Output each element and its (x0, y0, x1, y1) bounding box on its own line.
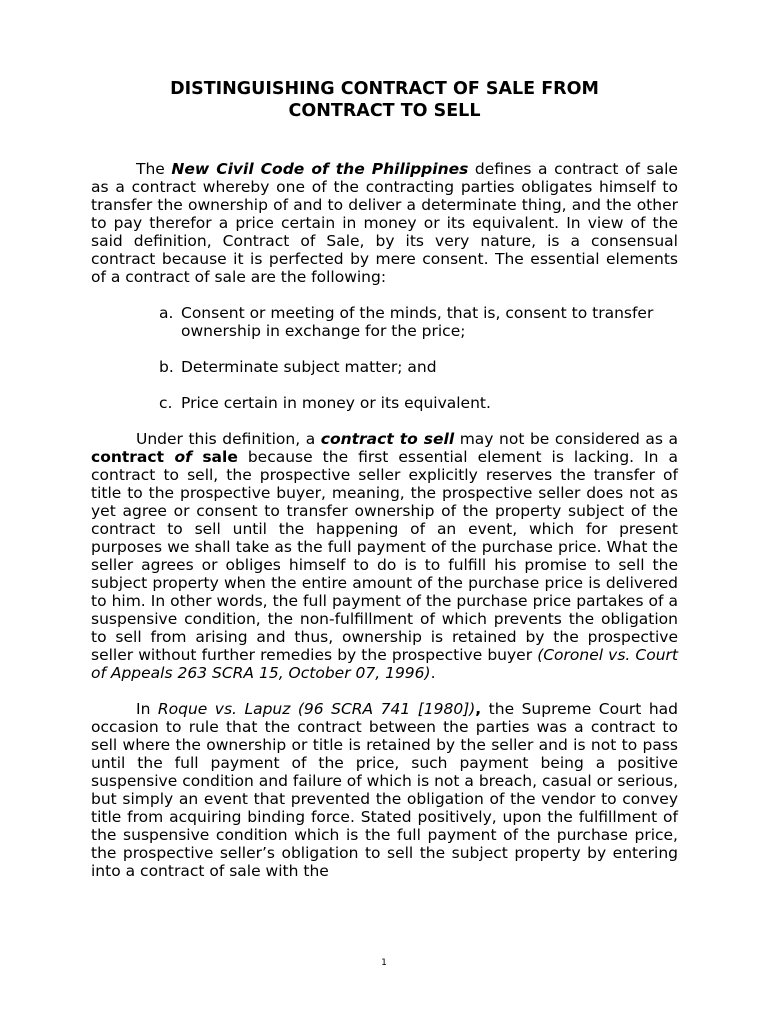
paragraph-roque-case (91, 700, 678, 880)
page-number: 1 (381, 958, 387, 968)
title-line-1: DISTINGUISHING CONTRACT OF SALE FROM (170, 79, 599, 99)
term-contract: contract (91, 448, 175, 466)
document-page (91, 78, 678, 898)
list-item-text: Consent or meeting of the minds, that is, consent to transfer ownership in exchange for the price; (181, 304, 654, 340)
p1-pre: The (136, 160, 172, 178)
paragraph-contract-to-sell (91, 430, 678, 682)
p2-end: . (430, 664, 436, 682)
document-title (91, 78, 678, 122)
list-item (91, 358, 678, 376)
list-marker: c. (159, 394, 173, 412)
list-item (91, 394, 678, 412)
contract-of-sale-term (91, 448, 238, 466)
list-item (91, 304, 678, 340)
term-of: of (174, 448, 192, 466)
list-marker: a. (159, 304, 174, 322)
contract-to-sell-term: contract to sell (320, 430, 455, 448)
civil-code-reference: New Civil Code of the Philippines (171, 160, 469, 178)
paragraph-definition (91, 160, 678, 286)
list-item-text: Determinate subject matter; and (181, 358, 437, 376)
p3-body: the Supreme Court had occasion to rule that the contract between the parties was a contract to sell where the ownership or title is retained by the seller and is not to pass until the full payment of the price, such payment being a positive suspensive condition and failure of which is not a breach, casual or serious, but simply an event that prevented the obligation of the vendor to convey title from acquiring binding force. Stated positively, upon the fulfillment of the suspensive condition which is the full payment of the purchase price, the prospective seller’s obligation to sell the subject property by entering into a contract of sale with the (91, 700, 678, 880)
list-item-text: Price certain in money or its equivalent. (181, 394, 491, 412)
p2-pre: Under this definition, a (136, 430, 321, 448)
citation-comma: , (475, 700, 482, 718)
title-line-2: CONTRACT TO SELL (288, 101, 481, 121)
p1-body: defines a contract of sale as a contract whereby one of the contracting parties obligates himself to transfer the ownership of and to deliver a determinate thing, and the other to pay therefor a price certain in money or its equivalent. In view of the said definition, Contract of Sale, by its very nature, is a consensual contract because it is perfected by mere consent. The essential elements of a contract of sale are the following: (91, 160, 678, 286)
term-sale: sale (191, 448, 238, 466)
p2-body: because the first essential element is lacking. In a contract to sell, the prospective seller explicitly reserves the transfer of title to the prospective buyer, meaning, the prospective seller does not as yet agree or consent to transfer ownership of the property subject of the contract to sell until the happening of an event, which for present purposes we shall take as the full payment of the purchase price. What the seller agrees or obliges himself to do is to fulfill his promise to sell the subject property when the entire amount of the purchase price is delivered to him. In other words, the full payment of the purchase price partakes of a suspensive condition, the non-fulfillment of which prevents the obligation to sell from arising and thus, ownership is retained by the prospective seller without further remedies by the prospective buyer (91, 448, 678, 664)
coronel-citation: (Coronel vs. Court of Appeals 263 SCRA 15, October 07, 1996) (91, 646, 679, 682)
p2-mid1: may not be considered as a (454, 430, 678, 448)
list-marker: b. (159, 358, 174, 376)
essential-elements-list (91, 304, 678, 412)
p3-pre: In (136, 700, 158, 718)
roque-case-citation: Roque vs. Lapuz (96 SCRA 741 [1980]) (157, 700, 476, 718)
